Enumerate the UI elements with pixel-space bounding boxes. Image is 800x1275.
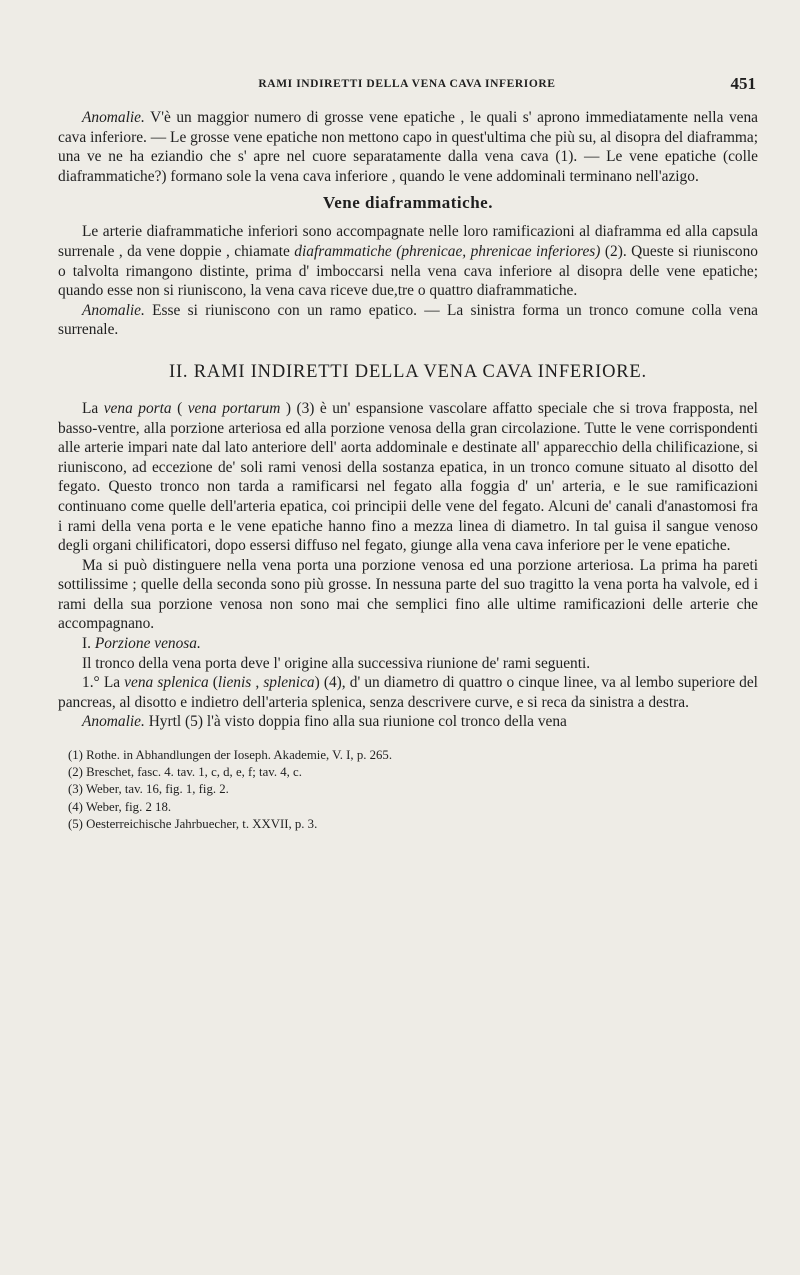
splenica-text-a: 1.° La <box>82 674 125 692</box>
lienis-italic: lienis , splenica <box>217 674 315 692</box>
footnote: (1) Rothe. in Abhandlungen der Ioseph. Akademie, V. I, p. 265. <box>68 748 393 763</box>
paragraph-diaframmatiche <box>58 222 758 300</box>
paragraph-anomalie-epatiche <box>58 108 758 186</box>
diaframmatiche-italic: diaframmatiche (phrenicae, phrenicae inferiores) <box>294 242 601 260</box>
footnotes <box>58 748 758 832</box>
anomalie-text: Esse si riuniscono con un ramo epatico. — La sinistra forma un tronco comune colla vena surrenale. <box>58 301 758 339</box>
page-number: 451 <box>730 74 756 93</box>
anomalie-text: Hyrtl (5) l'à visto doppia fino alla sua riunione col tronco della vena <box>144 713 567 731</box>
diaframmatiche-text-b: (2). Queste si riuniscono o talvolta rimangono distinte, prima d' imboccarsi nella vena cava inferiore al disopra delle vene epatiche; quando esse non si riuniscono, la vena cava riceve due,tre o quattro diaframmatiche. <box>58 242 758 300</box>
vena-portarum-italic: vena portarum <box>187 399 281 417</box>
paragraph-porzione-venosa <box>58 634 758 654</box>
paragraph-vena-porta <box>58 399 758 556</box>
anomalie-label: Anomalie. <box>82 301 145 319</box>
section-title-vene-diaframmatiche: Vene diaframmatiche. <box>323 193 493 213</box>
page-body <box>58 108 758 834</box>
splenica-text-b: ( <box>208 674 218 692</box>
paragraph-tronco: Il tronco della vena porta deve l' origine alla successiva riunione de' rami seguenti. <box>82 654 591 672</box>
anomalie-text: V'è un maggior numero di grosse vene epatiche , le quali s' aprono immediatamente nella vena cava inferiore. — Le grosse vene epatiche non mettono capo in quest'ultima che più su, al disopra del diaframma; una ve ne ha eziandio che s' apre nel cuore separatamente dalla vena cava (1). — Le vene epatiche (colle diaframmatiche?) formano sole la vena cava inferiore , quando le vene addominali terminano nell'azigo. <box>58 109 758 185</box>
paragraph-vena-splenica <box>58 673 758 712</box>
vena-porta-italic: vena porta <box>103 399 172 417</box>
footnote: (2) Breschet, fasc. 4. tav. 1, c, d, e, f; tav. 4, c. <box>68 765 302 780</box>
anomalie-label: Anomalie. <box>82 713 145 731</box>
paragraph-anomalie-hyrtl <box>58 712 758 732</box>
porzione-number: I. <box>82 635 95 653</box>
splenica-text-c: ) (4), d' un diametro di quattro o cinque linee, va al lembo superiore del pancreas, al disotto e indietro dell'arteria splenica, senza descrivere curve, e si reca da sinistra a destra. <box>58 674 758 711</box>
footnote: (4) Weber, fig. 2 18. <box>68 799 172 814</box>
splenica-italic: vena splenica <box>124 674 209 692</box>
anomalie-label: Anomalie. <box>82 109 145 126</box>
vena-porta-text-a: La <box>82 399 104 417</box>
paragraph-porzioni: Ma si può distinguere nella vena porta una porzione venosa ed una porzione arteriosa. La prima ha pareti sottilissime ; quelle della seconda sono più grosse. In nessuna parte del suo tragitto la vena porta ha valvole, ed i rami della sua porzione venosa non sono mai che semplici fino alle ultime ramificazioni delle arterie che accompagnano. <box>58 556 758 633</box>
footnote: (5) Oesterreichische Jahrbuecher, t. XXVII, p. 3. <box>68 816 318 831</box>
footnote: (3) Weber, tav. 16, fig. 1, fig. 2. <box>68 782 229 797</box>
diaframmatiche-text-a: Le arterie diaframmatiche inferiori sono accompagnate nelle loro ramificazioni al diaframma ed alla capsula surrenale , da vene doppie , chiamate <box>58 223 758 260</box>
running-title: RAMI INDIRETTI DELLA VENA CAVA INFERIORE <box>258 78 556 90</box>
paragraph-anomalie-diaframmatiche <box>58 301 758 340</box>
vena-porta-text-c: ) (3) è un' espansione vascolare affatto speciale che si trova frapposta, nel basso-ventre, alla porzione arteriosa ed alla porzione venosa della gran circolazione. Tutte le vene corrispondenti alle arterie impari nate dal lato anteriore dell' aorta addominale e destinate all' apparecchio della chilificazione, si riuniscono, ad eccezione de' soli rami venosi della sostanza epatica, in un tronco comune situato al disotto del fegato. Questo tronco non tarda a ramificarsi nel fegato alla foggia d' un' arteria, e le sue ramificazioni continuano come quelle dell'arteria epatica, coi principii delle vene del fegato. Alcuni de' canali d'anastomosi fra i rami della vena porta e le vene epatiche hanno fino a mezza linea di diametro. In tal guisa il sangue venoso degli organi chilificatori, dopo essersi diffuso nel fegato, giunge alla vena cava inferiore per le vene epatiche. <box>58 399 758 555</box>
chapter-title: II. RAMI INDIRETTI DELLA VENA CAVA INFERIORE. <box>169 361 647 382</box>
vena-porta-text-b: ( <box>171 399 188 417</box>
porzione-venosa-heading: Porzione venosa. <box>94 635 201 653</box>
running-head <box>58 74 756 98</box>
